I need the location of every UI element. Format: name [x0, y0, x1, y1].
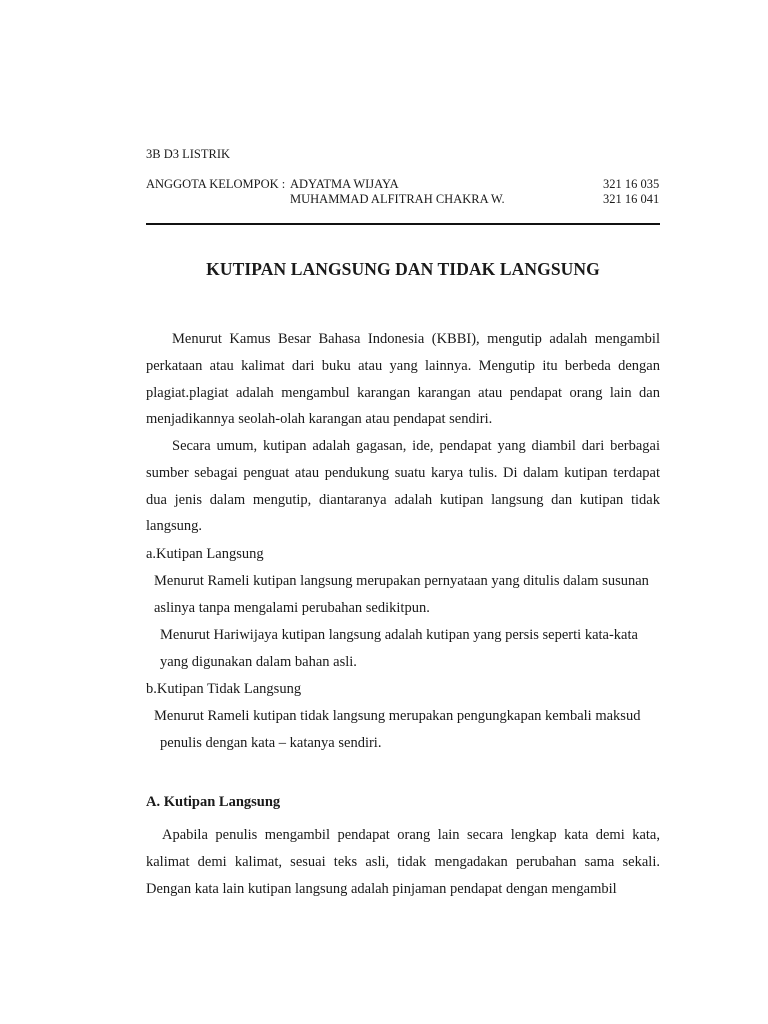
class-label: 3B D3 LISTRIK: [146, 147, 231, 161]
list-item-b-rameli-line1: Menurut Rameli kutipan tidak langsung merupakan pengungkapan kembali maksud: [154, 708, 641, 724]
list-item-a-rameli-line2: aslinya tanpa mengalami perubahan sedikitpun.: [154, 600, 430, 616]
list-item-a-hariwijaya-line2: yang digunakan dalam bahan asli.: [160, 654, 357, 670]
member-nim-2: 321 16 041: [603, 192, 660, 206]
section-heading-kutipan-langsung: A. Kutipan Langsung: [146, 794, 281, 810]
paragraph-intro: Menurut Kamus Besar Bahasa Indonesia (KBBI), mengutip adalah mengambil perkataan atau kalimat dari buku atau yang lainnya. Mengutip itu berbeda dengan plagiat.plagiat adalah mengambul karangan karangan atau pendapat orang lain dan menjadikannya seolah-olah karangan atau pendapat sendiri.: [146, 331, 660, 428]
member-nim-1: 321 16 035: [603, 177, 660, 191]
list-item-a-label: a.Kutipan Langsung: [146, 546, 264, 562]
list-item-a-hariwijaya-line1: Menurut Hariwijaya kutipan langsung adalah kutipan yang persis seperti kata-kata: [160, 627, 638, 643]
member-name-2: MUHAMMAD ALFITRAH CHAKRA W.: [290, 192, 505, 206]
paragraph-definition: Secara umum, kutipan adalah gagasan, ide, pendapat yang diambil dari berbagai sumber sebagai penguat atau pendukung suatu karya tulis. Di dalam kutipan terdapat dua jenis dalam mengutip, diantaranya adalah kutipan langsung dan kutipan tidak langsung.: [146, 438, 660, 535]
section-a-paragraph: Apabila penulis mengambil pendapat orang lain secara lengkap kata demi kata, kalimat demi kalimat, sesuai teks asli, tidak mengadakan perubahan sama sekali. Dengan kata lain kutipan langsung adalah pinjaman pendapat dengan mengambil: [146, 827, 660, 897]
list-item-b-rameli-line2: penulis dengan kata – katanya sendiri.: [160, 735, 382, 751]
header-divider: [146, 223, 660, 225]
document-title: KUTIPAN LANGSUNG DAN TIDAK LANGSUNG: [206, 259, 600, 279]
member-name-1: ADYATMA WIJAYA: [290, 177, 399, 191]
list-item-a-rameli-line1: Menurut Rameli kutipan langsung merupakan pernyataan yang ditulis dalam susunan: [154, 573, 649, 589]
members-label: ANGGOTA KELOMPOK :: [146, 177, 286, 191]
list-item-b-label: b.Kutipan Tidak Langsung: [146, 681, 302, 697]
